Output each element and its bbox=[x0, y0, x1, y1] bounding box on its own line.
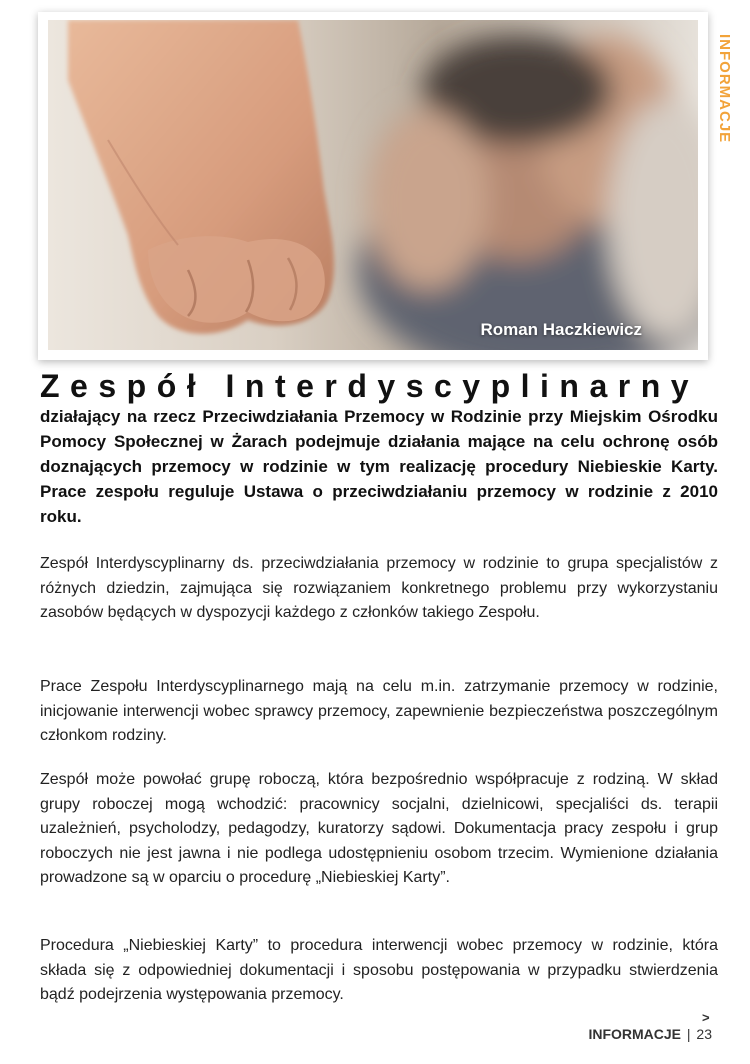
body-paragraph: Zespół może powołać grupę roboczą, która bezpośrednio współpracuje z rodziną. W skład grupy roboczej mogą wchodzić: pracownicy socjalni, dzielnicowi, specjaliści ds. terapii uzależnień, psycholodzy, pedagodzy, kuratorzy sądowi. Dokumentacja pracy zespołu i grup roboczych nie jest jawna i nie podlega udostępnieniu osobom trzecim. Wymienione działania prowadzone są w oparciu o procedurę „Niebieskiej Karty”. bbox=[40, 771, 718, 886]
article-lead: działający na rzecz Przeciwdziałania Przemocy w Rodzinie przy Miejskim Ośrodku Pomocy Społecznej w Żarach podejmuje działania mające na celu ochronę osób doznających przemocy w rodzinie w tym realizację procedury Niebieskie Karty. Prace zespołu reguluje Ustawa o przeciwdziałaniu przemocy w rodzinie z 2010 roku. bbox=[40, 407, 718, 526]
page-footer bbox=[588, 1026, 712, 1042]
photo-illustration bbox=[48, 20, 698, 350]
domestic-violence-photo bbox=[48, 20, 698, 350]
fist bbox=[68, 20, 334, 334]
photo-frame bbox=[38, 12, 708, 360]
article-title: Zespół Interdyscyplinarny bbox=[40, 368, 700, 404]
blurred-person bbox=[358, 35, 698, 350]
section-side-label: INFORMACJE bbox=[716, 34, 733, 144]
next-page-arrow-icon: > bbox=[702, 1010, 710, 1025]
page-number: 23 bbox=[696, 1026, 712, 1042]
body-paragraph: Prace Zespołu Interdyscyplinarnego mają na celu m.in. zatrzymanie przemocy w rodzinie, inicjowanie interwencji wobec sprawcy przemocy, zapewnienie bezpieczeństwa poszczególnym członkom rodziny. bbox=[40, 678, 718, 744]
footer-separator: | bbox=[686, 1026, 691, 1042]
body-paragraph: Procedura „Niebieskiej Karty” to procedura interwencji wobec przemocy w rodzinie, która składa się z odpowiedniej dokumentacji i sposobu postępowania w przypadku stwierdzenia bądź podejrzenia występowania przemocy. bbox=[40, 937, 718, 1003]
photo-credit: Roman Haczkiewicz bbox=[480, 320, 642, 339]
footer-section-label: INFORMACJE bbox=[588, 1026, 681, 1042]
body-paragraph: Zespół Interdyscyplinarny ds. przeciwdziałania przemocy w rodzinie to grupa specjalistów z różnych dziedzin, zajmująca się rozwiązaniem konkretnego problemu przy wykorzystaniu zasobów będących w dyspozycji każdego z członków takiego Zespołu. bbox=[40, 555, 718, 621]
